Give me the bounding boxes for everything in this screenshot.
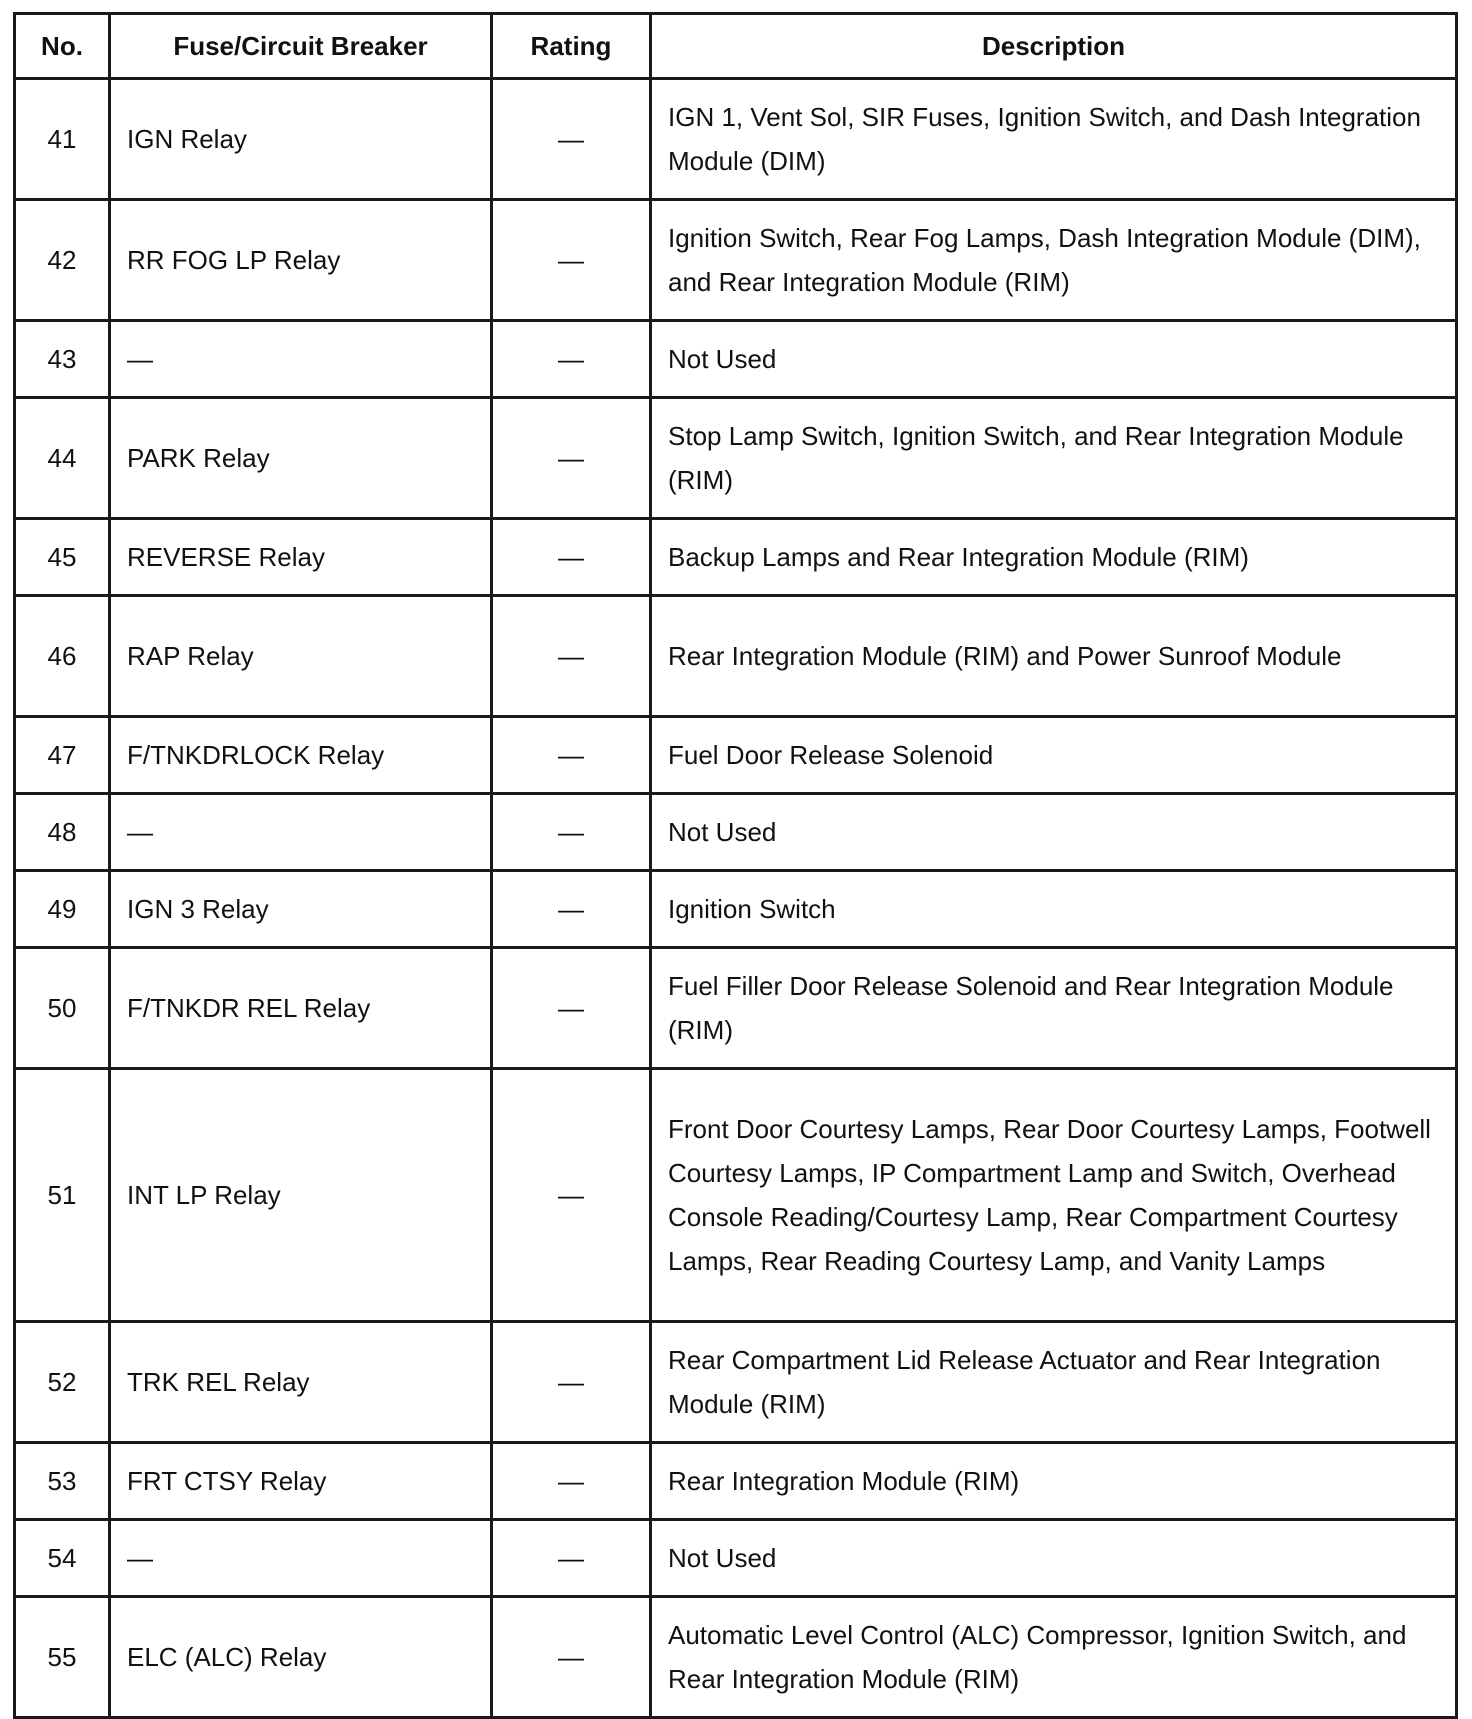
cell-no: 43 xyxy=(15,321,110,398)
cell-description: Rear Integration Module (RIM) xyxy=(651,1443,1457,1520)
cell-fuse: RR FOG LP Relay xyxy=(110,200,492,321)
fuse-table xyxy=(13,12,1458,1719)
cell-rating: — xyxy=(492,200,651,321)
table-row xyxy=(15,1069,1457,1322)
cell-fuse: F/TNKDR REL Relay xyxy=(110,948,492,1069)
table-row xyxy=(15,79,1457,200)
cell-rating: — xyxy=(492,519,651,596)
cell-no: 53 xyxy=(15,1443,110,1520)
table-row xyxy=(15,321,1457,398)
table-row xyxy=(15,1597,1457,1718)
cell-rating: — xyxy=(492,1443,651,1520)
cell-description: Fuel Door Release Solenoid xyxy=(651,717,1457,794)
table-row xyxy=(15,1520,1457,1597)
cell-no: 42 xyxy=(15,200,110,321)
cell-rating: — xyxy=(492,871,651,948)
table-row xyxy=(15,1322,1457,1443)
cell-no: 48 xyxy=(15,794,110,871)
table-row xyxy=(15,200,1457,321)
cell-fuse: INT LP Relay xyxy=(110,1069,492,1322)
cell-description: Stop Lamp Switch, Ignition Switch, and Rear Integration Module (RIM) xyxy=(651,398,1457,519)
header-rating: Rating xyxy=(492,14,651,79)
cell-rating: — xyxy=(492,321,651,398)
cell-no: 41 xyxy=(15,79,110,200)
cell-rating: — xyxy=(492,794,651,871)
table-row xyxy=(15,1443,1457,1520)
cell-no: 51 xyxy=(15,1069,110,1322)
cell-fuse: RAP Relay xyxy=(110,596,492,717)
header-fuse: Fuse/Circuit Breaker xyxy=(110,14,492,79)
cell-description: Fuel Filler Door Release Solenoid and Rear Integration Module (RIM) xyxy=(651,948,1457,1069)
cell-rating: — xyxy=(492,1597,651,1718)
cell-fuse: TRK REL Relay xyxy=(110,1322,492,1443)
cell-fuse: — xyxy=(110,1520,492,1597)
fuse-table-container xyxy=(13,12,1455,1719)
cell-description: Not Used xyxy=(651,794,1457,871)
cell-rating: — xyxy=(492,1520,651,1597)
header-no: No. xyxy=(15,14,110,79)
cell-fuse: PARK Relay xyxy=(110,398,492,519)
cell-description: IGN 1, Vent Sol, SIR Fuses, Ignition Switch, and Dash Integration Module (DIM) xyxy=(651,79,1457,200)
cell-description: Front Door Courtesy Lamps, Rear Door Courtesy Lamps, Footwell Courtesy Lamps, IP Compartment Lamp and Switch, Overhead Console Reading/Courtesy Lamp, Rear Compartment Courtesy Lamps, Rear Reading Courtesy Lamp, and Vanity Lamps xyxy=(651,1069,1457,1322)
cell-no: 44 xyxy=(15,398,110,519)
table-row xyxy=(15,717,1457,794)
table-row xyxy=(15,398,1457,519)
header-description: Description xyxy=(651,14,1457,79)
cell-fuse: — xyxy=(110,321,492,398)
cell-fuse: IGN Relay xyxy=(110,79,492,200)
table-row xyxy=(15,871,1457,948)
cell-description: Backup Lamps and Rear Integration Module (RIM) xyxy=(651,519,1457,596)
table-row xyxy=(15,519,1457,596)
cell-fuse: ELC (ALC) Relay xyxy=(110,1597,492,1718)
cell-rating: — xyxy=(492,1322,651,1443)
cell-rating: — xyxy=(492,398,651,519)
cell-description: Automatic Level Control (ALC) Compressor, Ignition Switch, and Rear Integration Module (RIM) xyxy=(651,1597,1457,1718)
cell-description: Rear Compartment Lid Release Actuator and Rear Integration Module (RIM) xyxy=(651,1322,1457,1443)
cell-description: Ignition Switch xyxy=(651,871,1457,948)
cell-rating: — xyxy=(492,1069,651,1322)
cell-no: 46 xyxy=(15,596,110,717)
cell-description: Not Used xyxy=(651,321,1457,398)
cell-rating: — xyxy=(492,79,651,200)
cell-no: 55 xyxy=(15,1597,110,1718)
cell-description: Ignition Switch, Rear Fog Lamps, Dash Integration Module (DIM), and Rear Integration Module (RIM) xyxy=(651,200,1457,321)
cell-no: 52 xyxy=(15,1322,110,1443)
cell-fuse: IGN 3 Relay xyxy=(110,871,492,948)
cell-no: 54 xyxy=(15,1520,110,1597)
table-row xyxy=(15,948,1457,1069)
cell-no: 50 xyxy=(15,948,110,1069)
header-row xyxy=(15,14,1457,79)
cell-no: 49 xyxy=(15,871,110,948)
cell-fuse: REVERSE Relay xyxy=(110,519,492,596)
cell-no: 47 xyxy=(15,717,110,794)
cell-rating: — xyxy=(492,717,651,794)
cell-rating: — xyxy=(492,948,651,1069)
table-row xyxy=(15,794,1457,871)
cell-fuse: FRT CTSY Relay xyxy=(110,1443,492,1520)
cell-fuse: F/TNKDRLOCK Relay xyxy=(110,717,492,794)
cell-fuse: — xyxy=(110,794,492,871)
cell-description: Rear Integration Module (RIM) and Power Sunroof Module xyxy=(651,596,1457,717)
cell-rating: — xyxy=(492,596,651,717)
cell-description: Not Used xyxy=(651,1520,1457,1597)
table-row xyxy=(15,596,1457,717)
cell-no: 45 xyxy=(15,519,110,596)
